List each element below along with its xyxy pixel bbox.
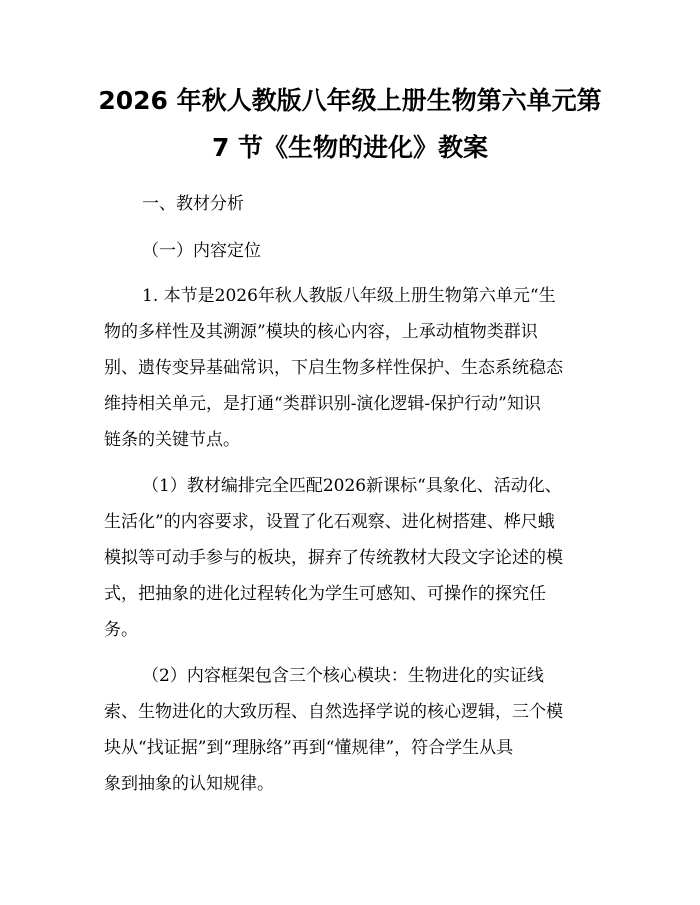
paragraph-line: 链条的关键节点。 xyxy=(104,430,240,450)
paragraph-line: 模拟等可动手参与的板块，摒弃了传统教材大段文字论述的模 xyxy=(104,548,563,568)
paragraph-line: 式，把抽象的进化过程转化为学生可感知、可操作的探究任 xyxy=(104,584,546,604)
section-heading: 一、教材分析 xyxy=(142,194,244,214)
paragraph-line: 别、遗传变异基础常识，下启生物多样性保护、生态系统稳态 xyxy=(104,358,563,378)
paragraph-line: 维持相关单元，是打通“类群识别-演化逻辑-保护行动”知识 xyxy=(104,394,541,414)
paragraph-line: 物的多样性及其溯源”模块的核心内容，上承动植物类群识 xyxy=(104,322,538,342)
paragraph-line: 生活化”的内容要求，设置了化石观察、进化树搭建、桦尺蛾 xyxy=(104,512,555,532)
document-title-line-2: 7 节《生物的进化》教案 xyxy=(211,133,489,162)
paragraph-line: （1）教材编排完全匹配2026新课标“具象化、活动化、 xyxy=(142,476,562,496)
paragraph-line: 务。 xyxy=(104,620,138,640)
paragraph-line: 索、生物进化的大致历程、自然选择学说的核心逻辑，三个模 xyxy=(104,702,563,722)
paragraph-line: （2）内容框架包含三个核心模块：生物进化的实证线 xyxy=(142,666,544,686)
paragraph-content-framework xyxy=(104,658,604,802)
paragraph-content-position xyxy=(104,278,604,458)
document-title-line-1: 2026 年秋人教版八年级上册生物第六单元第 xyxy=(98,86,602,115)
paragraph-textbook-arrangement xyxy=(104,468,604,648)
subsection-heading: （一）内容定位 xyxy=(142,241,261,261)
paragraph-line: 象到抽象的认知规律。 xyxy=(104,774,274,794)
paragraph-line: 1. 本节是2026年秋人教版八年级上册生物第六单元“生 xyxy=(142,286,556,306)
paragraph-line: 块从“找证据”到“理脉络”再到“懂规律”，符合学生从具 xyxy=(104,738,514,758)
